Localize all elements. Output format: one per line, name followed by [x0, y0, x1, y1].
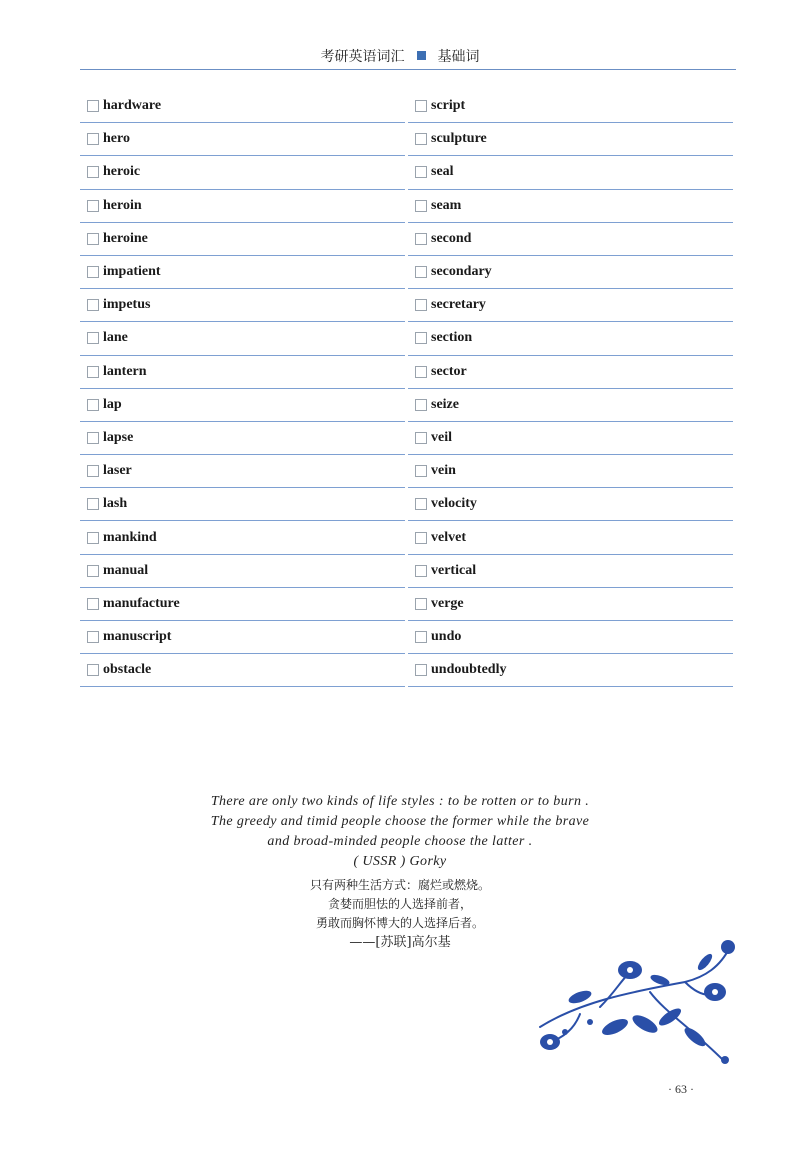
checkbox[interactable] — [87, 299, 99, 311]
word-row — [80, 422, 405, 455]
word: vein — [431, 463, 456, 479]
checkbox[interactable] — [87, 532, 99, 544]
checkbox[interactable] — [87, 166, 99, 178]
word-row — [80, 621, 405, 654]
checkbox[interactable] — [415, 100, 427, 112]
word: hardware — [103, 98, 162, 114]
checkbox[interactable] — [415, 565, 427, 577]
word-row — [80, 123, 405, 156]
word-row — [408, 389, 733, 422]
header-rule — [80, 69, 736, 70]
checkbox[interactable] — [87, 266, 99, 278]
checkbox[interactable] — [87, 465, 99, 477]
word: verge — [431, 595, 464, 611]
word: lapse — [103, 429, 134, 445]
checkbox[interactable] — [87, 598, 99, 610]
word-row — [80, 223, 405, 256]
word: vertical — [431, 562, 477, 578]
word: second — [431, 230, 472, 246]
quote-author: ( USSR ) Gorky — [353, 854, 447, 869]
checkbox[interactable] — [87, 200, 99, 212]
header-book-title: 考研英语词汇 — [320, 49, 405, 65]
quote-line-cn: 只有两种生活方式：腐烂或燃烧。 — [309, 878, 490, 892]
word: lash — [103, 496, 128, 512]
word-row — [80, 555, 405, 588]
header-section-title: 基础词 — [437, 49, 480, 65]
word: mankind — [103, 529, 157, 545]
word: manual — [103, 562, 149, 578]
word-row — [80, 521, 405, 554]
word-row — [80, 389, 405, 422]
word: lap — [103, 396, 122, 412]
floral-illustration-icon — [520, 932, 740, 1072]
word-row — [408, 90, 733, 123]
word: sculpture — [431, 131, 487, 147]
quote-line: and broad-minded people choose the latter . — [267, 834, 533, 849]
checkbox[interactable] — [415, 399, 427, 411]
checkbox[interactable] — [415, 332, 427, 344]
word: manuscript — [103, 629, 172, 645]
word: script — [431, 98, 466, 114]
page-number: · 63 · — [668, 1082, 694, 1096]
quote-line: There are only two kinds of life styles : to be rotten or to burn . — [210, 794, 590, 809]
checkbox[interactable] — [415, 299, 427, 311]
word: laser — [103, 463, 132, 479]
word-row — [408, 422, 733, 455]
word: lantern — [103, 363, 147, 379]
word: undo — [431, 629, 462, 645]
word: lane — [103, 330, 128, 346]
word: veil — [431, 429, 452, 445]
word-row — [408, 488, 733, 521]
checkbox[interactable] — [415, 598, 427, 610]
quote-line: The greedy and timid people choose the former while the brave — [210, 814, 590, 829]
word-row — [80, 455, 405, 488]
word-row — [408, 521, 733, 554]
word: seam — [431, 197, 462, 213]
word: secondary — [431, 264, 492, 280]
word-row — [408, 156, 733, 189]
word-row — [408, 555, 733, 588]
page-header — [0, 46, 800, 66]
word-row — [408, 322, 733, 355]
word-row — [80, 156, 405, 189]
english-quote — [0, 792, 800, 872]
word-row — [80, 488, 405, 521]
word: hero — [103, 131, 130, 147]
checkbox[interactable] — [87, 565, 99, 577]
word: seal — [431, 164, 454, 180]
word-list-right — [408, 90, 733, 687]
checkbox[interactable] — [415, 366, 427, 378]
word-row — [408, 654, 733, 687]
word-row — [408, 190, 733, 223]
word: impatient — [103, 264, 161, 280]
checkbox[interactable] — [415, 631, 427, 643]
checkbox[interactable] — [87, 366, 99, 378]
word: impetus — [103, 297, 151, 313]
word-row — [408, 123, 733, 156]
checkbox[interactable] — [87, 399, 99, 411]
checkbox[interactable] — [415, 664, 427, 676]
quote-line-cn: 勇敢而胸怀博大的人选择后者。 — [315, 916, 484, 930]
word-list-left — [80, 90, 405, 687]
word-row — [408, 455, 733, 488]
word-row — [80, 190, 405, 223]
word: seize — [431, 396, 459, 412]
header-square-icon — [417, 51, 426, 60]
word: manufacture — [103, 595, 180, 611]
word-row — [80, 588, 405, 621]
checkbox[interactable] — [415, 166, 427, 178]
checkbox[interactable] — [87, 631, 99, 643]
word-row — [80, 654, 405, 687]
word-row — [408, 588, 733, 621]
word: undoubtedly — [431, 662, 507, 678]
checkbox[interactable] — [87, 498, 99, 510]
word-row — [408, 621, 733, 654]
checkbox[interactable] — [87, 432, 99, 444]
word-row — [80, 90, 405, 123]
word: heroine — [103, 230, 148, 246]
checkbox[interactable] — [415, 133, 427, 145]
word: heroin — [103, 197, 142, 213]
word-row — [408, 223, 733, 256]
word-row — [80, 289, 405, 322]
checkbox[interactable] — [415, 532, 427, 544]
word: velvet — [431, 529, 466, 545]
word-row — [80, 256, 405, 289]
word: section — [431, 330, 473, 346]
checkbox[interactable] — [87, 332, 99, 344]
quote-author-cn: ——[苏联]高尔基 — [349, 935, 451, 950]
word: heroic — [103, 164, 141, 180]
word-row — [80, 356, 405, 389]
checkbox[interactable] — [415, 465, 427, 477]
word: secretary — [431, 297, 486, 313]
checkbox[interactable] — [415, 200, 427, 212]
word-row — [408, 356, 733, 389]
checkbox[interactable] — [87, 233, 99, 245]
checkbox[interactable] — [87, 664, 99, 676]
word: obstacle — [103, 662, 152, 678]
quote-line-cn: 贪婪而胆怯的人选择前者， — [327, 897, 472, 911]
checkbox[interactable] — [415, 233, 427, 245]
word: velocity — [431, 496, 477, 512]
word-row — [80, 322, 405, 355]
checkbox[interactable] — [87, 100, 99, 112]
checkbox[interactable] — [415, 498, 427, 510]
checkbox[interactable] — [87, 133, 99, 145]
word-row — [408, 289, 733, 322]
checkbox[interactable] — [415, 432, 427, 444]
checkbox[interactable] — [415, 266, 427, 278]
word: sector — [431, 363, 467, 379]
word-row — [408, 256, 733, 289]
